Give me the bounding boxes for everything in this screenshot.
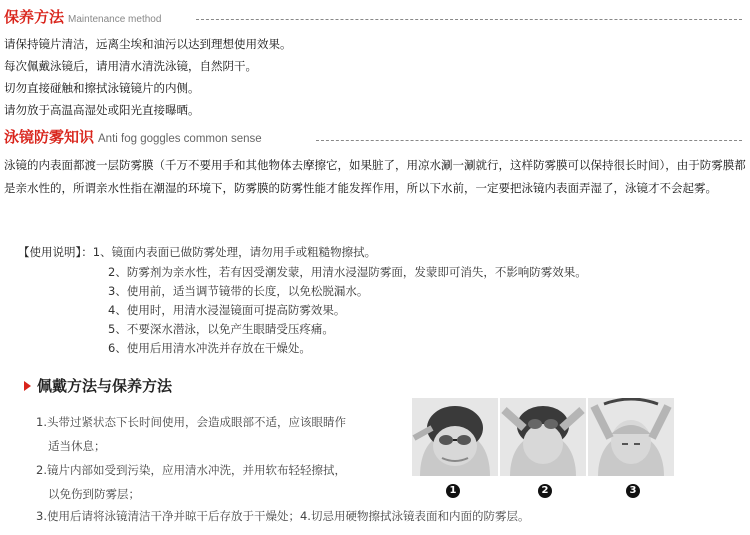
wearing-photo-2 <box>500 398 586 476</box>
maintenance-line: 切勿直接碰触和擦拭泳镜镜片的内侧。 <box>4 81 200 95</box>
wearing-line: 适当休息； <box>48 439 106 453</box>
usage-item: 2、防雾剂为亲水性，若有因受潮发蒙，用清水浸湿防雾面，发蒙即可消失，不影响防雾效果。 <box>108 265 587 279</box>
antifog-header <box>4 126 262 147</box>
usage-item: 6、使用后用清水冲洗并存放在干燥处。 <box>108 341 311 355</box>
maintenance-line: 请保持镜片清洁，远离尘埃和油污以达到理想使用效果。 <box>4 37 292 51</box>
triangle-bullet-icon <box>24 381 31 391</box>
antifog-title-en: Anti fog goggles common sense <box>98 133 262 145</box>
antifog-title-cn: 泳镜防雾知识 <box>4 128 95 146</box>
step-number-2: 2 <box>538 484 552 498</box>
wearing-title: 佩戴方法与保养方法 <box>37 377 173 395</box>
step-number-3: 3 <box>626 484 640 498</box>
usage-item-text: 1、镜面内表面已做防雾处理，请勿用手或粗糙物擦拭。 <box>92 245 377 259</box>
wearing-line: 3.使用后请将泳镜清洁干净并晾干后存放于干燥处；4.切忌用硬物擦拭泳镜表面和内面的防雾层。 <box>36 509 530 523</box>
maintenance-divider <box>196 19 742 20</box>
wearing-header <box>24 375 172 396</box>
wearing-line: 2.镜片内部如受到污染，应用清水冲洗，并用软布轻轻擦拭， <box>36 463 346 477</box>
maintenance-title-cn: 保养方法 <box>4 8 65 26</box>
wearing-line: 1.头带过紧状态下长时间使用，会造成眼部不适，应该眼睛作 <box>36 415 346 429</box>
wearing-illustrations <box>412 398 674 478</box>
step-number-1: 1 <box>446 484 460 498</box>
usage-item: 4、使用时，用清水浸湿镜面可提高防雾效果。 <box>108 303 346 317</box>
wearing-line: 以免伤到防雾层； <box>48 487 140 501</box>
usage-label: 【使用说明】： <box>18 245 93 259</box>
maintenance-line: 每次佩戴泳镜后，请用清水清洗泳镜，自然阴干。 <box>4 59 257 73</box>
usage-item <box>18 244 376 260</box>
antifog-paragraph: 泳镜的内表面都渡一层防雾膜（千万不要用手和其他物体去摩擦它，如果脏了，用凉水涮一涮就行，这样防雾膜可以保持很长时间），由于防雾膜都是亲水性的，所谓亲水性指在潮湿的环境下，防雾膜的防雾性能才能发挥作用，所以下水前，一定要把泳镜内表面弄湿了，泳镜才不会起雾。 <box>4 158 746 195</box>
maintenance-title-en: Maintenance method <box>68 14 162 25</box>
maintenance-header <box>4 6 161 27</box>
usage-item: 3、使用前，适当调节镜带的长度，以免松脱漏水。 <box>108 284 369 298</box>
wearing-photo-1 <box>412 398 498 476</box>
maintenance-line: 请勿放于高温高湿处或阳光直接曝晒。 <box>4 103 200 117</box>
antifog-divider <box>316 140 742 141</box>
wearing-photo-3 <box>588 398 674 476</box>
usage-item: 5、不要深水潜泳，以免产生眼睛受压疼痛。 <box>108 322 334 336</box>
